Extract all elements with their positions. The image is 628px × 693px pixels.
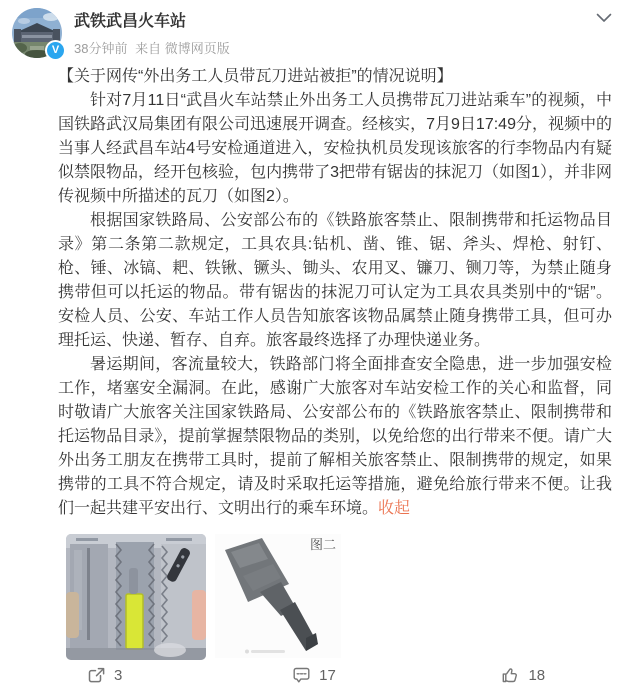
repost-count: 3 (113, 666, 123, 684)
comment-count: 17 (319, 666, 336, 684)
verified-v-badge: V (45, 40, 66, 61)
post-header (0, 0, 628, 58)
paragraph-text: 暑运期间，客流量较大，铁路部门将全面排查安全隐患，进一步加强安检工作，堵塞安全漏洞。在此，感谢广大旅客对车站安检工作的关心和监督，同时敬请广大旅客关注国家铁路局、公安部公布的《铁路旅客禁止、限制携带和托运物品目录》，提前掌握禁限物品的类别，以免给您的出行带来不便。请广大外出务工朋友在携带工具时，提前了解相关旅客禁止、限制携带的规定，如果携带的工具不符合规定，请及时采取托运等措施，避免给旅行带来不便。让我们一起共建平安出行、文明出行的乘车环境。 (58, 356, 612, 517)
post-paragraph: 针对7月11日“武昌火车站禁止外出务工人员携带瓦刀进站乘车”的视频，中国铁路武汉局集团有限公司迅速展开调查。经核实，7月9日17:49分，视频中的当事人经武昌车站4号安检通道进入，安检执机员发现该旅客的行李物品内有疑似禁限物品，经开包核验，包内携带了3把带有锯齿的抹泥刀（如图1），并非网传视频中所描述的瓦刀（如图2）。 (58, 92, 612, 205)
like-count: 18 (528, 666, 546, 684)
header-meta (74, 8, 234, 58)
figure2-trowel-photo[interactable] (215, 534, 341, 658)
post-images (66, 534, 628, 660)
repost-button[interactable] (0, 666, 209, 684)
timestamp[interactable]: 38分钟前 (74, 41, 128, 56)
repost-icon (87, 666, 106, 684)
avatar[interactable] (12, 8, 62, 58)
like-button[interactable] (419, 666, 628, 684)
post-meta-line (74, 38, 234, 57)
action-bar (0, 660, 628, 693)
thumbs-up-icon (501, 666, 520, 684)
collapse-link[interactable]: 收起 (378, 500, 411, 517)
post-text (58, 65, 612, 521)
post-title: 【关于网传“外出务工人员带瓦刀进站被拒”的情况说明】 (58, 68, 453, 85)
username[interactable]: 武铁武昌火车站 (74, 13, 187, 30)
post-paragraph (58, 353, 612, 521)
figure2-caption: 图二 (309, 537, 336, 552)
source-label[interactable]: 来自 微博网页版 (135, 41, 230, 56)
post-paragraph: 根据国家铁路局、公安部公布的《铁路旅客禁止、限制携带和托运物品目录》第二条第二款规定，工具农具:钻机、凿、锥、锯、斧头、焊枪、射钉、枪、锤、冰镐、耙、铁锹、镢头、锄头、农用叉、镰刀、铡刀等，为禁止随身携带但可以托运的物品。带有锯齿的抹泥刀可认定为工具农具类别中的“锯”。安检人员、公安、车站工作人员告知旅客该物品属禁止随身携带工具，但可办理托运、快递、暂存、自弃。旅客最终选择了办理快递业务。 (58, 212, 612, 349)
figure1-trowels-photo[interactable] (66, 534, 206, 660)
comment-button[interactable] (209, 666, 418, 684)
comment-icon (292, 666, 311, 684)
chevron-down-icon[interactable] (596, 10, 612, 22)
